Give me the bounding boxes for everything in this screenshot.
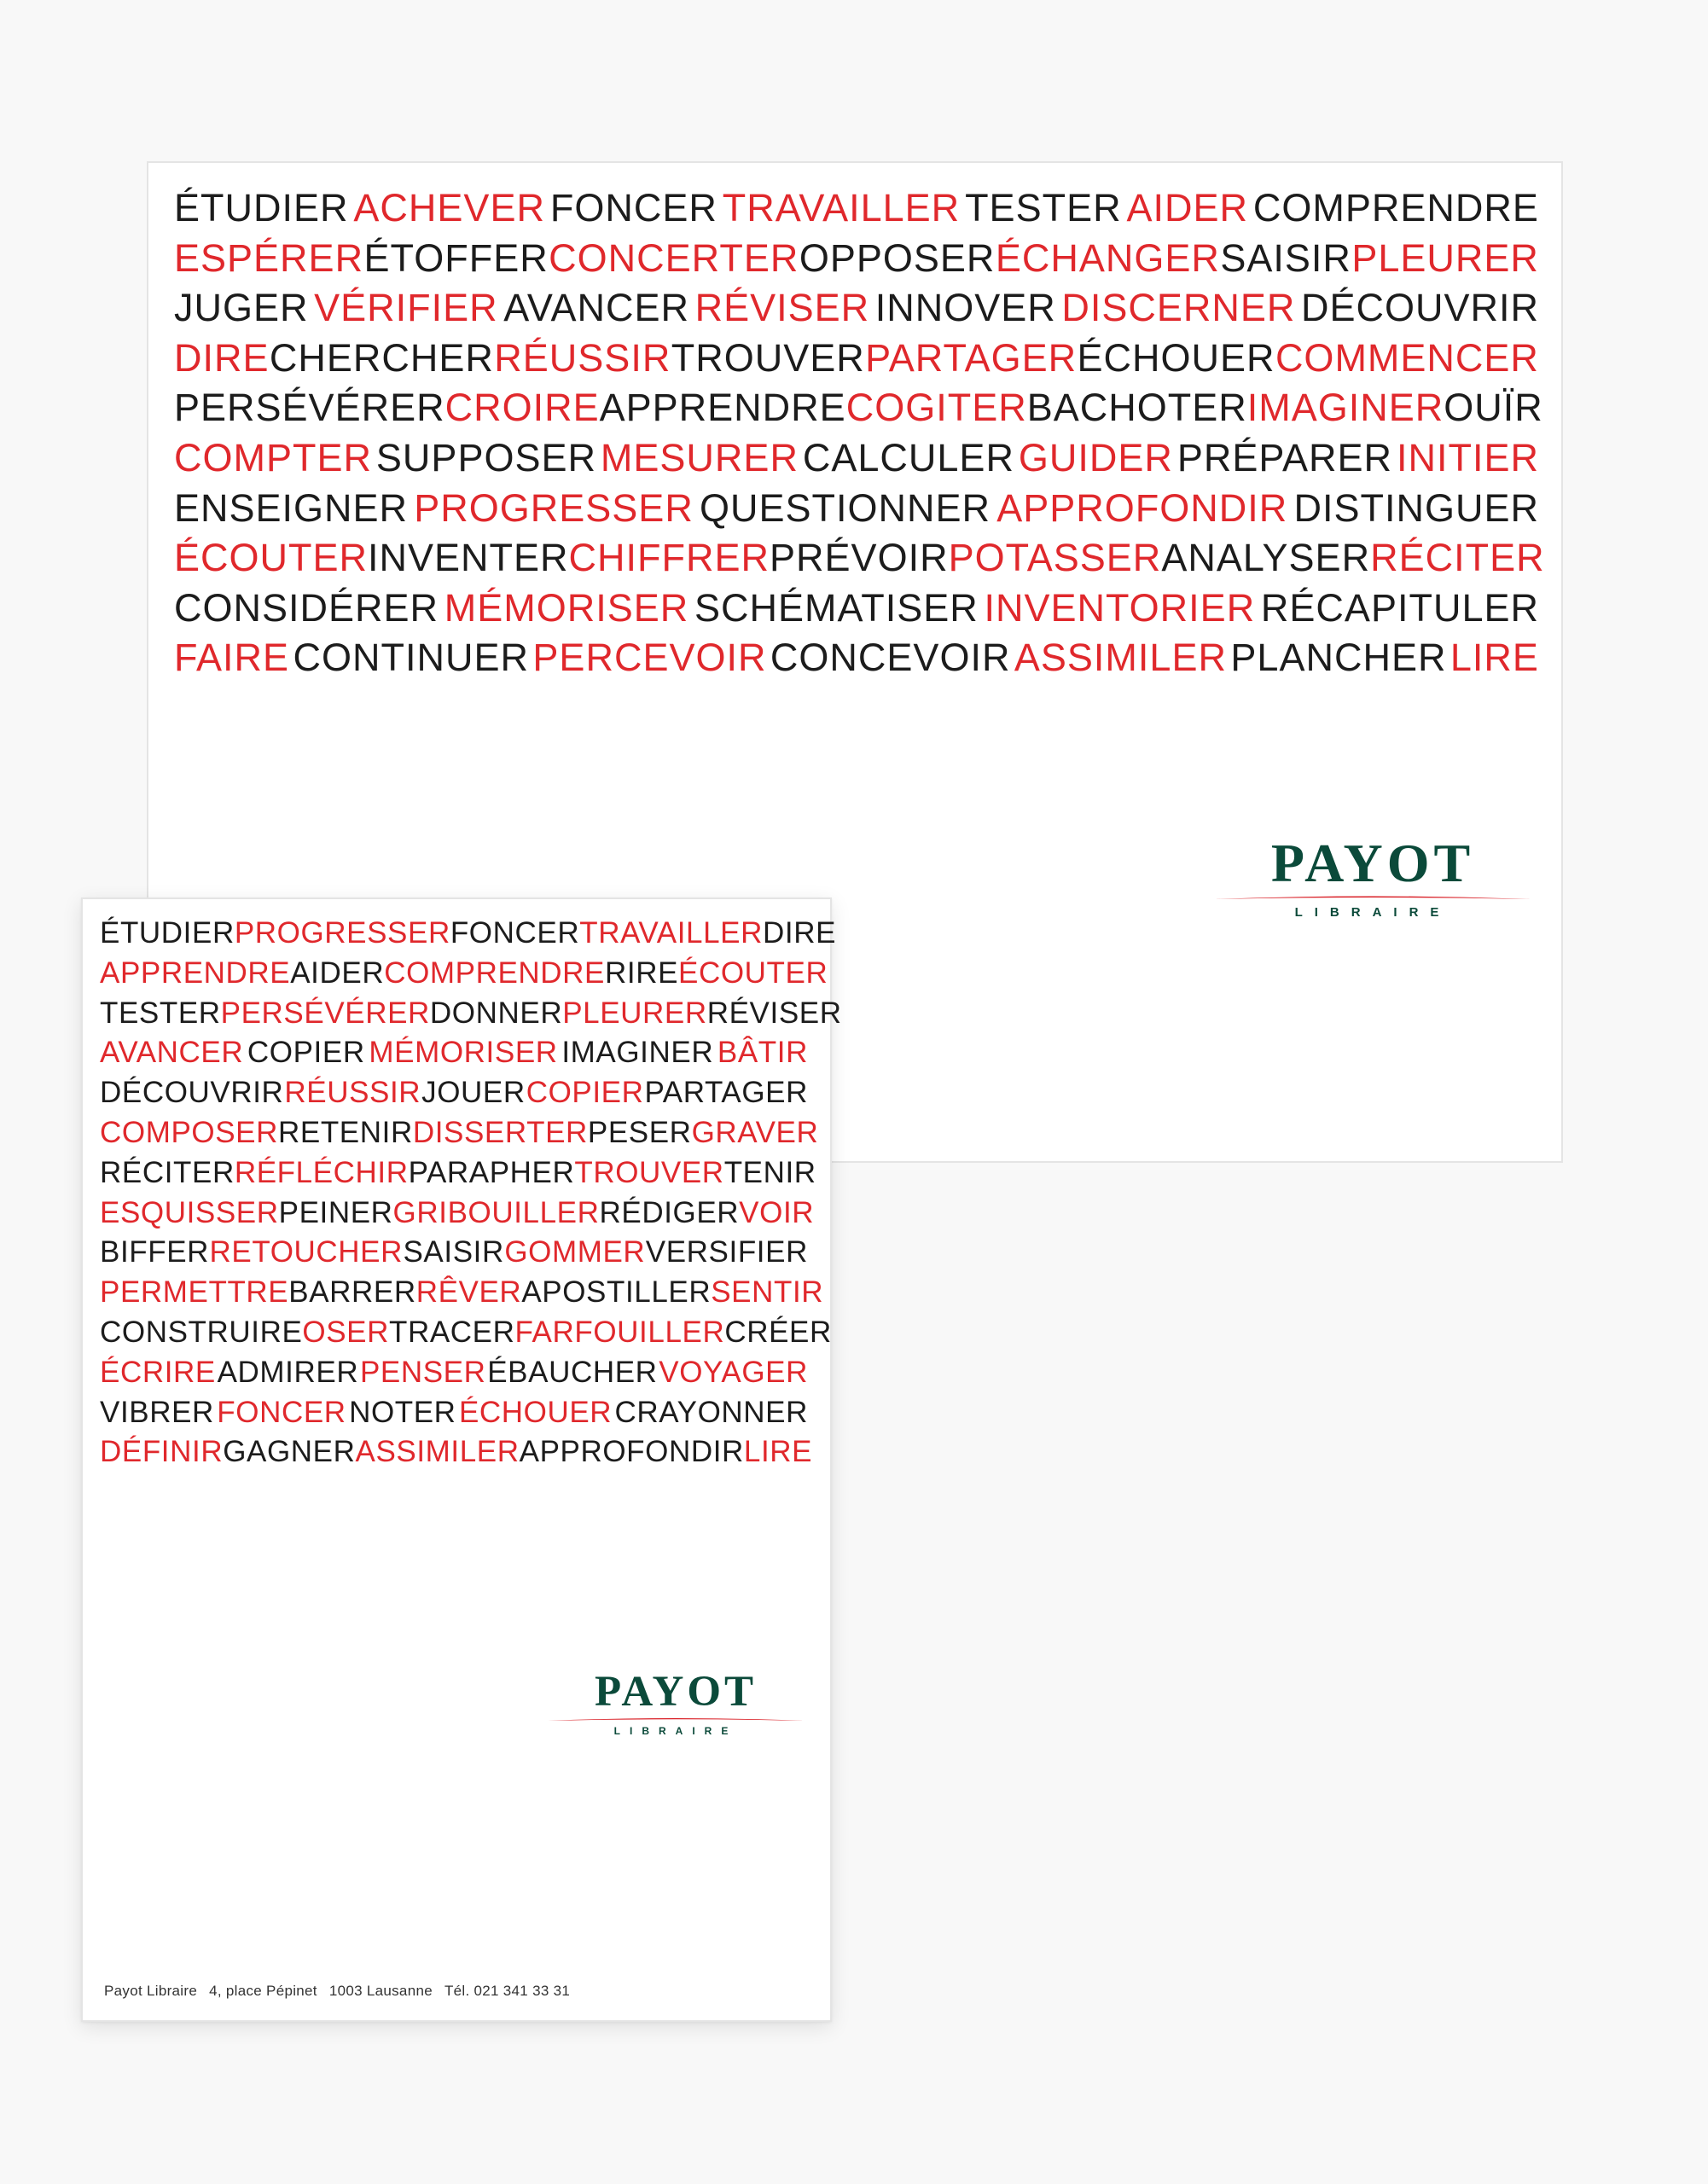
word: PARTAGER <box>865 335 1078 380</box>
word: OSER <box>302 1315 389 1349</box>
word: VOYAGER <box>659 1355 808 1389</box>
word: BÂTIR <box>717 1036 808 1070</box>
word: PROGRESSER <box>234 916 450 950</box>
word: IMAGINER <box>1246 386 1444 430</box>
word: DIRE <box>174 335 270 380</box>
word: COMMENCER <box>1275 335 1539 380</box>
word: PROGRESSER <box>414 485 694 530</box>
word-line <box>100 914 837 954</box>
word: FARFOUILLER <box>514 1315 725 1349</box>
word-line <box>174 633 1539 683</box>
word: CHIFFRER <box>568 536 770 580</box>
word: PLANCHER <box>1230 636 1447 680</box>
word: PERSÉVÉRER <box>174 386 445 430</box>
word-line <box>174 433 1539 484</box>
word: APOSTILLER <box>521 1275 712 1310</box>
word: INITIER <box>1396 435 1539 479</box>
footer-phone: Tél. 021 341 33 31 <box>444 1983 571 1999</box>
word: RETOUCHER <box>209 1235 403 1269</box>
word-line <box>174 183 1539 234</box>
word: ÉCHOUER <box>458 1395 613 1429</box>
word: RÉCITER <box>1370 536 1545 580</box>
word: SUPPOSER <box>375 435 596 479</box>
word: GOMMER <box>504 1235 646 1269</box>
word: JOUER <box>421 1076 526 1110</box>
word: DONNER <box>429 996 563 1030</box>
word: CONTINUER <box>293 636 529 680</box>
word: PRÉPARER <box>1176 435 1393 479</box>
word: RÉDIGER <box>599 1195 740 1229</box>
word: RÉVISER <box>694 286 870 330</box>
word: RÊVER <box>415 1275 522 1310</box>
word: FAIRE <box>174 636 290 680</box>
word: POTASSER <box>948 536 1162 580</box>
word: ÉTOFFER <box>363 235 549 280</box>
word: CRAYONNER <box>614 1395 808 1429</box>
word: CALCULER <box>802 435 1014 479</box>
word: MÉMORISER <box>369 1036 558 1070</box>
word: ANALYSER <box>1161 536 1371 580</box>
word: TENIR <box>723 1155 816 1189</box>
word: AVANCER <box>100 1036 244 1070</box>
word: COMPRENDRE <box>1252 186 1539 229</box>
word: ESQUISSER <box>100 1195 279 1229</box>
word: ASSIMILER <box>1014 636 1227 680</box>
word: BACHOTER <box>1026 386 1247 430</box>
payot-logo <box>548 1667 804 1737</box>
payot-logo <box>1215 833 1531 920</box>
word: RÉCAPITULER <box>1260 585 1539 630</box>
word: TRAVAILLER <box>722 186 961 229</box>
word: NOTER <box>349 1395 456 1429</box>
word: INNOVER <box>874 286 1056 330</box>
word: COMPRENDRE <box>384 956 605 990</box>
word-line <box>174 383 1543 433</box>
word: AVANCER <box>503 286 690 330</box>
word: COMPTER <box>174 435 372 479</box>
word: FONCER <box>549 186 717 229</box>
word: PEINER <box>278 1195 393 1229</box>
word: TESTER <box>100 996 221 1030</box>
word: APPROFONDIR <box>996 485 1288 530</box>
word: SCHÉMATISER <box>694 585 979 630</box>
word: ESPÉRER <box>174 235 364 280</box>
word: CONSIDÉRER <box>174 585 439 630</box>
word-line <box>174 334 1539 384</box>
word: DÉCOUVRIR <box>1300 286 1539 330</box>
word: INVENTORIER <box>984 585 1256 630</box>
word: INVENTER <box>368 536 569 580</box>
word: PARAPHER <box>408 1155 575 1189</box>
word: VERSIFIER <box>645 1235 808 1269</box>
word: RÉFLÉCHIR <box>234 1155 409 1189</box>
word: RÉVISER <box>706 996 842 1030</box>
word: DIRE <box>763 916 837 950</box>
word: COMPOSER <box>100 1115 278 1149</box>
word: BIFFER <box>100 1235 210 1269</box>
word: APPROFONDIR <box>519 1435 744 1469</box>
letterhead-footer <box>104 1983 582 2000</box>
word: GRAVER <box>691 1115 819 1149</box>
word-line <box>100 1432 813 1472</box>
word: GAGNER <box>223 1435 356 1469</box>
word-line <box>100 1194 815 1234</box>
word: RÉUSSIR <box>494 335 671 380</box>
word: PLEURER <box>562 996 707 1030</box>
word: ÉBAUCHER <box>487 1355 658 1389</box>
word: VOIR <box>739 1195 815 1229</box>
logo-subtitle: LIBRAIRE <box>1294 905 1451 920</box>
word-line <box>100 1273 824 1313</box>
word: TRAVAILLER <box>579 916 763 950</box>
logo-name: PAYOT <box>594 1668 758 1716</box>
word: AIDER <box>1126 186 1249 229</box>
word: PLEURER <box>1351 235 1539 280</box>
word: SAISIR <box>1220 235 1351 280</box>
word: ÉTUDIER <box>100 916 235 950</box>
word-line <box>100 1073 808 1113</box>
word: MÉMORISER <box>444 585 689 630</box>
word-line <box>174 283 1539 334</box>
word: DISTINGUER <box>1293 485 1539 530</box>
word: PENSER <box>359 1355 486 1389</box>
word-line <box>100 1033 808 1073</box>
word-grid <box>174 183 1545 683</box>
footer-address: 4, place Pépinet <box>209 1983 317 1999</box>
word: RÉUSSIR <box>284 1076 421 1110</box>
word-line <box>100 1233 808 1273</box>
word: PRÉVOIR <box>770 536 949 580</box>
word: RETENIR <box>278 1115 413 1149</box>
word: LIRE <box>1449 636 1539 680</box>
word: BARRER <box>288 1275 416 1310</box>
word: GUIDER <box>1018 435 1173 479</box>
word: DISSERTER <box>412 1115 588 1149</box>
word: MESURER <box>600 435 799 479</box>
logo-swoosh-icon <box>1215 894 1531 903</box>
word: FONCER <box>450 916 580 950</box>
word: DÉCOUVRIR <box>100 1076 284 1110</box>
word: COGITER <box>845 386 1027 430</box>
word: ÉTUDIER <box>174 186 349 229</box>
word: CRÉER <box>724 1315 832 1349</box>
word-line <box>174 234 1539 284</box>
word: SENTIR <box>711 1275 824 1310</box>
word: AIDER <box>290 956 385 990</box>
word-grid <box>100 914 842 1472</box>
word-line <box>100 1393 808 1433</box>
word: ÉCOUTER <box>174 536 369 580</box>
word: ASSIMILER <box>355 1435 520 1469</box>
word: GRIBOUILLER <box>392 1195 600 1229</box>
word: PERCEVOIR <box>532 636 767 680</box>
word-line <box>174 484 1539 534</box>
logo-name: PAYOT <box>1270 833 1475 893</box>
word: CONCEVOIR <box>770 636 1011 680</box>
word-line <box>100 994 842 1034</box>
word: CONSTRUIRE <box>100 1315 303 1349</box>
word: RIRE <box>605 956 679 990</box>
word: CROIRE <box>444 386 600 430</box>
word: DÉFINIR <box>100 1435 224 1469</box>
word: JUGER <box>174 286 309 330</box>
word: PERSÉVÉRER <box>220 996 430 1030</box>
word: APPRENDRE <box>100 956 291 990</box>
word-line <box>174 584 1539 634</box>
word: TROUVER <box>671 335 865 380</box>
word: TROUVER <box>574 1155 724 1189</box>
word: ACHEVER <box>353 186 545 229</box>
word-line <box>100 1153 816 1194</box>
word: VIBRER <box>100 1395 214 1429</box>
word-line <box>174 533 1545 584</box>
word: TRACER <box>389 1315 515 1349</box>
logo-swoosh-icon <box>548 1716 804 1723</box>
word: RÉCITER <box>100 1155 235 1189</box>
word: OPPOSER <box>799 235 996 280</box>
word: VÉRIFIER <box>314 286 498 330</box>
word: PERMETTRE <box>100 1275 289 1310</box>
word: COPIER <box>247 1036 365 1070</box>
word-line <box>100 1353 808 1393</box>
word: ÉCOUTER <box>678 956 828 990</box>
word: PESER <box>587 1115 692 1149</box>
word: QUESTIONNER <box>700 485 991 530</box>
word: ADMIRER <box>217 1355 359 1389</box>
word: DISCERNER <box>1061 286 1296 330</box>
word: FONCER <box>217 1395 346 1429</box>
word: OUÏR <box>1444 386 1543 430</box>
portrait-card <box>81 897 842 2022</box>
word: APPRENDRE <box>599 386 846 430</box>
word: CONCERTER <box>549 235 799 280</box>
word: COPIER <box>526 1076 644 1110</box>
word: ÉCHANGER <box>995 235 1220 280</box>
logo-subtitle: LIBRAIRE <box>613 1725 738 1737</box>
word: ÉCHOUER <box>1077 335 1275 380</box>
word-line <box>100 1113 819 1153</box>
word: ENSEIGNER <box>174 485 409 530</box>
word: ÉCRIRE <box>100 1355 216 1389</box>
word: LIRE <box>743 1435 813 1469</box>
word-line <box>100 1313 832 1353</box>
word-line <box>100 954 828 994</box>
word: TESTER <box>965 186 1122 229</box>
word: SAISIR <box>403 1235 504 1269</box>
word: CHERCHER <box>269 335 494 380</box>
word: PARTAGER <box>644 1076 808 1110</box>
footer-city: 1003 Lausanne <box>328 1983 433 1999</box>
word: IMAGINER <box>561 1036 714 1070</box>
footer-company: Payot Libraire <box>104 1983 198 1999</box>
